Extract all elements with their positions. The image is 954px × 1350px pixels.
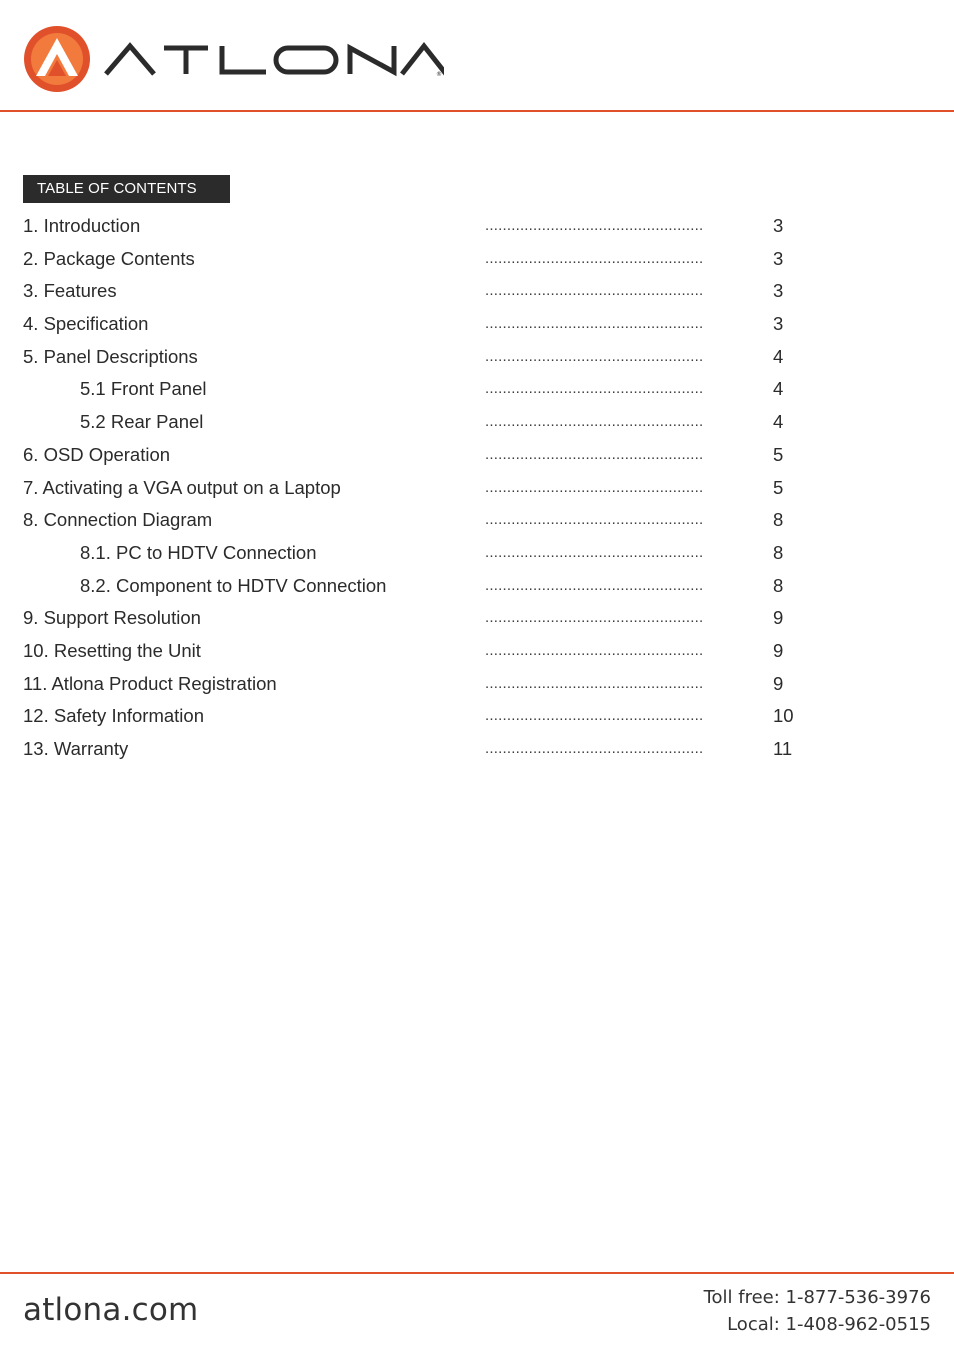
toc-entry-title: 11. Atlona Product Registration [23,672,277,694]
toc-heading: TABLE OF CONTENTS [23,175,230,203]
local-number: Local: 1-408-962-0515 [727,1314,931,1335]
toc-entry-page: 8 [773,574,784,596]
toc-list [0,210,954,766]
toc-dot-leader: .................................................. [485,249,704,267]
toc-entry-page: 9 [773,672,784,694]
toc-entry[interactable] [0,733,954,766]
toc-entry-page: 3 [773,313,784,335]
toc-entry-title: 7. Activating a VGA output on a Laptop [23,476,341,498]
toc-dot-leader: .................................................. [485,282,704,300]
toc-entry-title: 5. Panel Descriptions [23,345,198,367]
toc-entry[interactable] [0,570,954,603]
toc-entry-page: 3 [773,247,784,269]
toc-dot-leader: .................................................. [485,543,704,561]
toc-dot-leader: .................................................. [485,380,704,398]
toc-entry[interactable] [0,635,954,668]
toc-entry-page: 8 [773,509,784,531]
footer-divider [0,1272,954,1274]
toc-entry-title: 4. Specification [23,313,149,335]
toc-entry-title: 9. Support Resolution [23,607,201,629]
toc-entry[interactable] [0,373,954,406]
toc-entry-page: 10 [773,705,794,727]
toc-entry[interactable] [0,439,954,472]
toc-entry[interactable] [0,341,954,374]
toc-entry[interactable] [0,210,954,243]
toc-entry-page: 3 [773,280,784,302]
toc-entry[interactable] [0,602,954,635]
toc-entry-title: 6. OSD Operation [23,443,171,465]
toc-entry[interactable] [0,537,954,570]
toc-dot-leader: .................................................. [485,315,704,333]
toc-dot-leader: .................................................. [485,347,704,365]
header-divider [0,110,954,112]
toc-entry[interactable] [0,472,954,505]
toc-entry[interactable] [0,504,954,537]
toc-entry-title: 2. Package Contents [23,247,195,269]
atlona-wordmark [104,40,444,80]
toc-entry-page: 4 [773,378,784,400]
toc-dot-leader: .................................................. [485,217,704,234]
toc-dot-leader: .................................................. [485,445,704,463]
toc-entry-title: 5.1 Front Panel [80,378,207,400]
toc-dot-leader: .................................................. [485,674,704,692]
toll-free-number: Toll free: 1-877-536-3976 [703,1287,931,1308]
toc-entry-page: 5 [773,476,784,498]
toc-entry-title: 8.1. PC to HDTV Connection [80,541,317,563]
toc-entry[interactable] [0,406,954,439]
toc-entry-title: 13. Warranty [23,738,129,759]
toc-entry[interactable] [0,668,954,701]
toc-entry[interactable] [0,243,954,276]
toc-dot-leader: .................................................. [485,576,704,594]
footer-contact [704,1284,931,1338]
svg-text:®: ® [436,71,442,78]
toc-dot-leader: .................................................. [485,641,704,659]
toc-entry-page: 5 [773,443,784,465]
footer-website-link[interactable]: atlona.com [23,1292,199,1328]
toc-entry-title: 3. Features [23,280,117,302]
toc-entry-page: 11 [773,738,793,759]
toc-entry-title: 10. Resetting the Unit [23,639,201,661]
toc-entry-title: 12. Safety Information [23,705,204,727]
toc-entry-title: 1. Introduction [23,215,141,236]
toc-dot-leader: .................................................. [485,707,704,725]
toc-entry-page: 8 [773,541,784,563]
toc-entry-page: 4 [773,345,784,367]
toc-entry-page: 9 [773,607,784,629]
toc-dot-leader: .................................................. [485,478,704,496]
toc-entry[interactable] [0,700,954,733]
page-header [0,0,954,112]
toc-entry-page: 4 [773,411,784,433]
toc-entry[interactable] [0,275,954,308]
toc-entry-title: 8.2. Component to HDTV Connection [80,574,387,596]
toc-entry-title: 5.2 Rear Panel [80,411,204,433]
toc-dot-leader: .................................................. [485,511,704,529]
toc-dot-leader: .................................................. [485,740,704,757]
toc-entry-page: 3 [773,215,784,236]
toc-dot-leader: .................................................. [485,413,704,431]
toc-dot-leader: .................................................. [485,609,704,627]
toc-entry-page: 9 [773,639,784,661]
toc-entry-title: 8. Connection Diagram [23,509,213,531]
atlona-logo-icon [22,24,92,94]
toc-entry[interactable] [0,308,954,341]
